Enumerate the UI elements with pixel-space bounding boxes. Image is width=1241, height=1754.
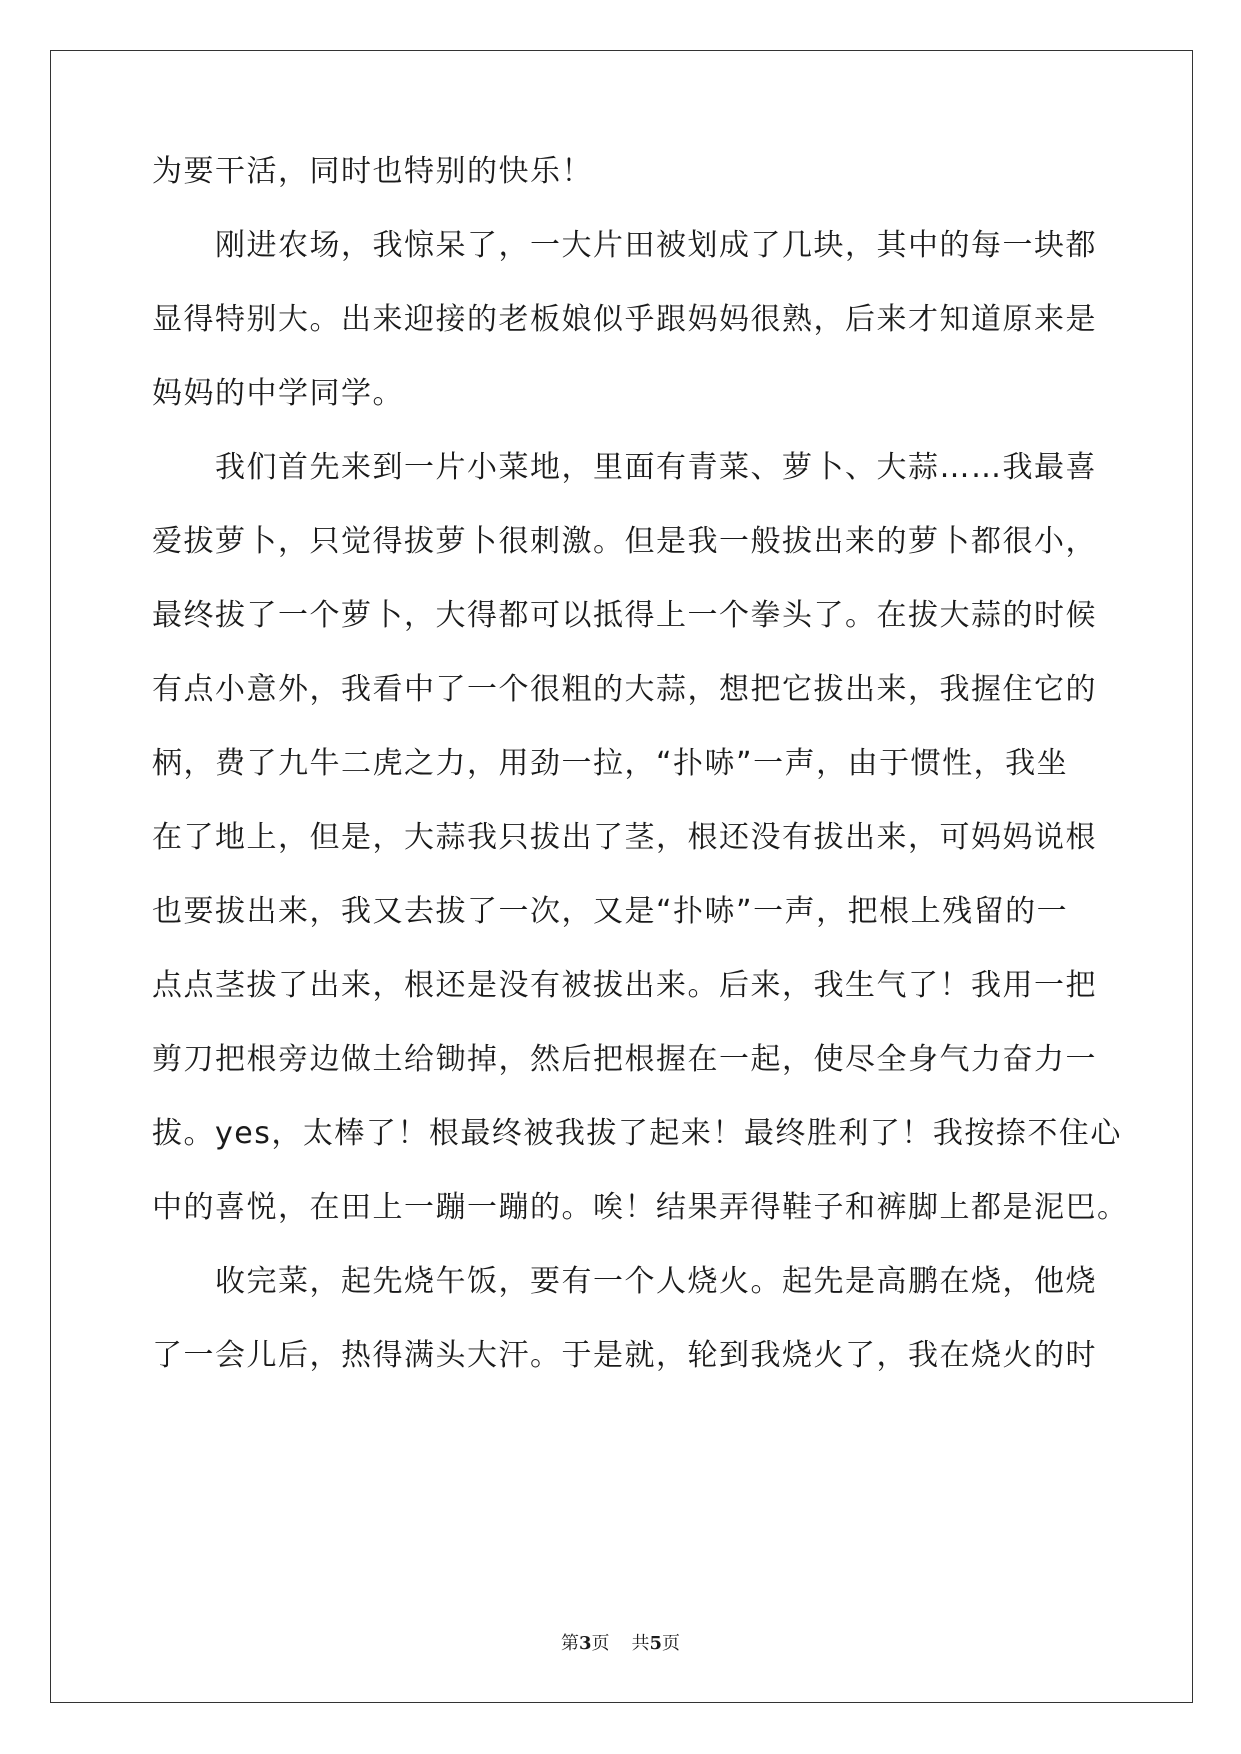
- text-line: 中的喜悦，在田上一蹦一蹦的。唉！结果弄得鞋子和裤脚上都是泥巴。: [152, 1190, 1129, 1225]
- current-page: 3: [578, 1633, 592, 1654]
- page-frame: [50, 50, 1193, 1703]
- text-line: 我们首先来到一片小菜地，里面有青菜、萝卜、大蒜……我最喜: [152, 450, 1097, 485]
- text-line: 妈妈的中学同学。: [152, 376, 404, 411]
- text-line: 刚进农场，我惊呆了，一大片田被划成了几块，其中的每一块都: [152, 228, 1097, 263]
- text-line: 有点小意外，我看中了一个很粗的大蒜，想把它拔出来，我握住它的: [152, 672, 1097, 707]
- total-unit: 页: [662, 1633, 681, 1654]
- text-line: 也要拔出来，我又去拔了一次，又是“扑哧”一声，把根上残留的一: [152, 894, 1069, 929]
- text-line: 柄，费了九牛二虎之力，用劲一拉，“扑哧”一声，由于惯性，我坐: [152, 746, 1069, 781]
- text-line: 剪刀把根旁边做土给锄掉，然后把根握在一起，使尽全身气力奋力一: [152, 1042, 1097, 1077]
- page-unit: 页: [591, 1633, 610, 1654]
- text-line: 拔。yes，太棒了！根最终被我拔了起来！最终胜利了！我按捺不住心: [152, 1116, 1122, 1151]
- text-line: 在了地上，但是，大蒜我只拔出了茎，根还没有拔出来，可妈妈说根: [152, 820, 1097, 855]
- text-line: 最终拔了一个萝卜，大得都可以抵得上一个拳头了。在拔大蒜的时候: [152, 598, 1097, 633]
- text-line: 了一会儿后，热得满头大汗。于是就，轮到我烧火了，我在烧火的时: [152, 1338, 1097, 1373]
- page-total: [632, 1633, 681, 1654]
- total-pages: 5: [649, 1633, 663, 1654]
- page-footer: [0, 1632, 1241, 1656]
- total-prefix: 共: [631, 1633, 650, 1654]
- page-prefix: 第: [560, 1633, 579, 1654]
- text-line: 收完菜，起先烧午饭，要有一个人烧火。起先是高鹏在烧，他烧: [152, 1264, 1097, 1299]
- text-line: 点点茎拔了出来，根还是没有被拔出来。后来，我生气了！我用一把: [152, 968, 1097, 1003]
- text-line: 爱拔萝卜，只觉得拔萝卜很刺激。但是我一般拔出来的萝卜都很小，: [152, 524, 1097, 559]
- text-line: 显得特别大。出来迎接的老板娘似乎跟妈妈很熟，后来才知道原来是: [152, 302, 1097, 337]
- text-line: 为要干活，同时也特别的快乐！: [152, 154, 593, 189]
- page-number: [561, 1633, 610, 1654]
